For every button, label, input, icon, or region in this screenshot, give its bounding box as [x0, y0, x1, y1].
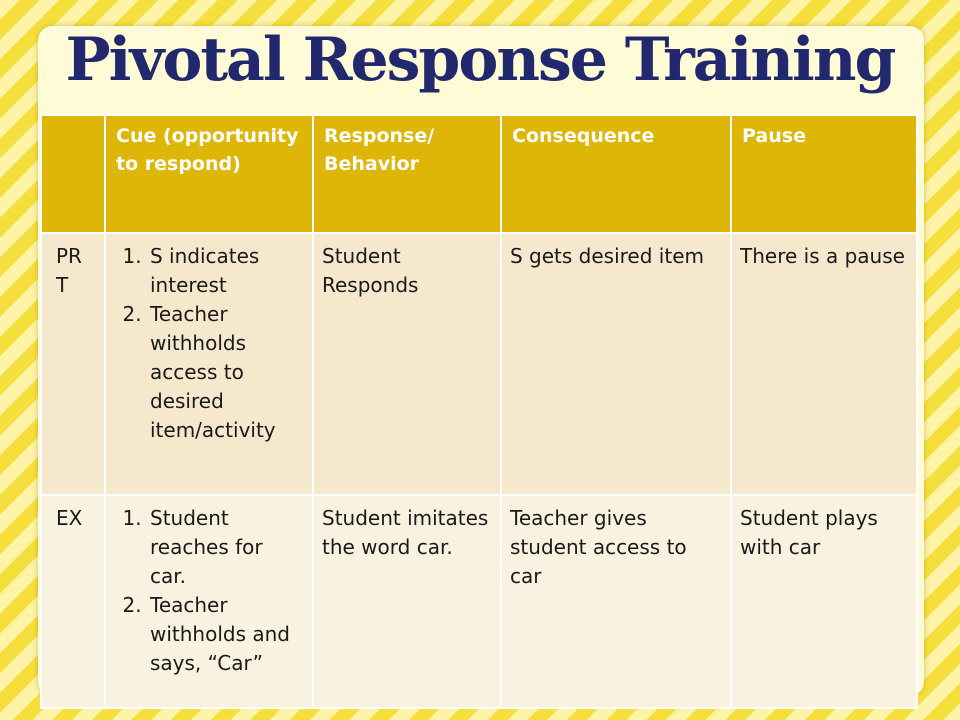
cue-cell — [105, 495, 313, 708]
pause-cell: There is a pause — [731, 233, 917, 495]
cue-list — [114, 504, 304, 678]
header-row — [41, 115, 917, 233]
cue-item: 1. S indicates interest — [148, 242, 304, 300]
response-cell: Student Responds — [313, 233, 501, 495]
response-cell: Student imitates the word car. — [313, 495, 501, 708]
row-label: PR T — [41, 233, 105, 495]
cue-cell — [105, 233, 313, 495]
cue-item: 2. Teacher withholds and says, “Car” — [148, 591, 304, 678]
slide-title: Pivotal Response Training — [65, 25, 895, 95]
pause-cell: Student plays with car — [731, 495, 917, 708]
table-row — [41, 233, 917, 495]
row-label: EX — [41, 495, 105, 708]
consequence-cell: Teacher gives student access to car — [501, 495, 731, 708]
cue-item: 2. Teacher withholds access to desired item/activity — [148, 300, 304, 445]
header-response: Response/ Behavior — [313, 115, 501, 233]
cue-item: 1. Student reaches for car. — [148, 504, 304, 591]
consequence-cell: S gets desired item — [501, 233, 731, 495]
header-cue: Cue (opportunity to respond) — [105, 115, 313, 233]
table-row — [41, 495, 917, 708]
cue-list — [114, 242, 304, 445]
header-row-label — [41, 115, 105, 233]
prt-table — [40, 114, 918, 709]
header-consequence: Consequence — [501, 115, 731, 233]
header-pause: Pause — [731, 115, 917, 233]
